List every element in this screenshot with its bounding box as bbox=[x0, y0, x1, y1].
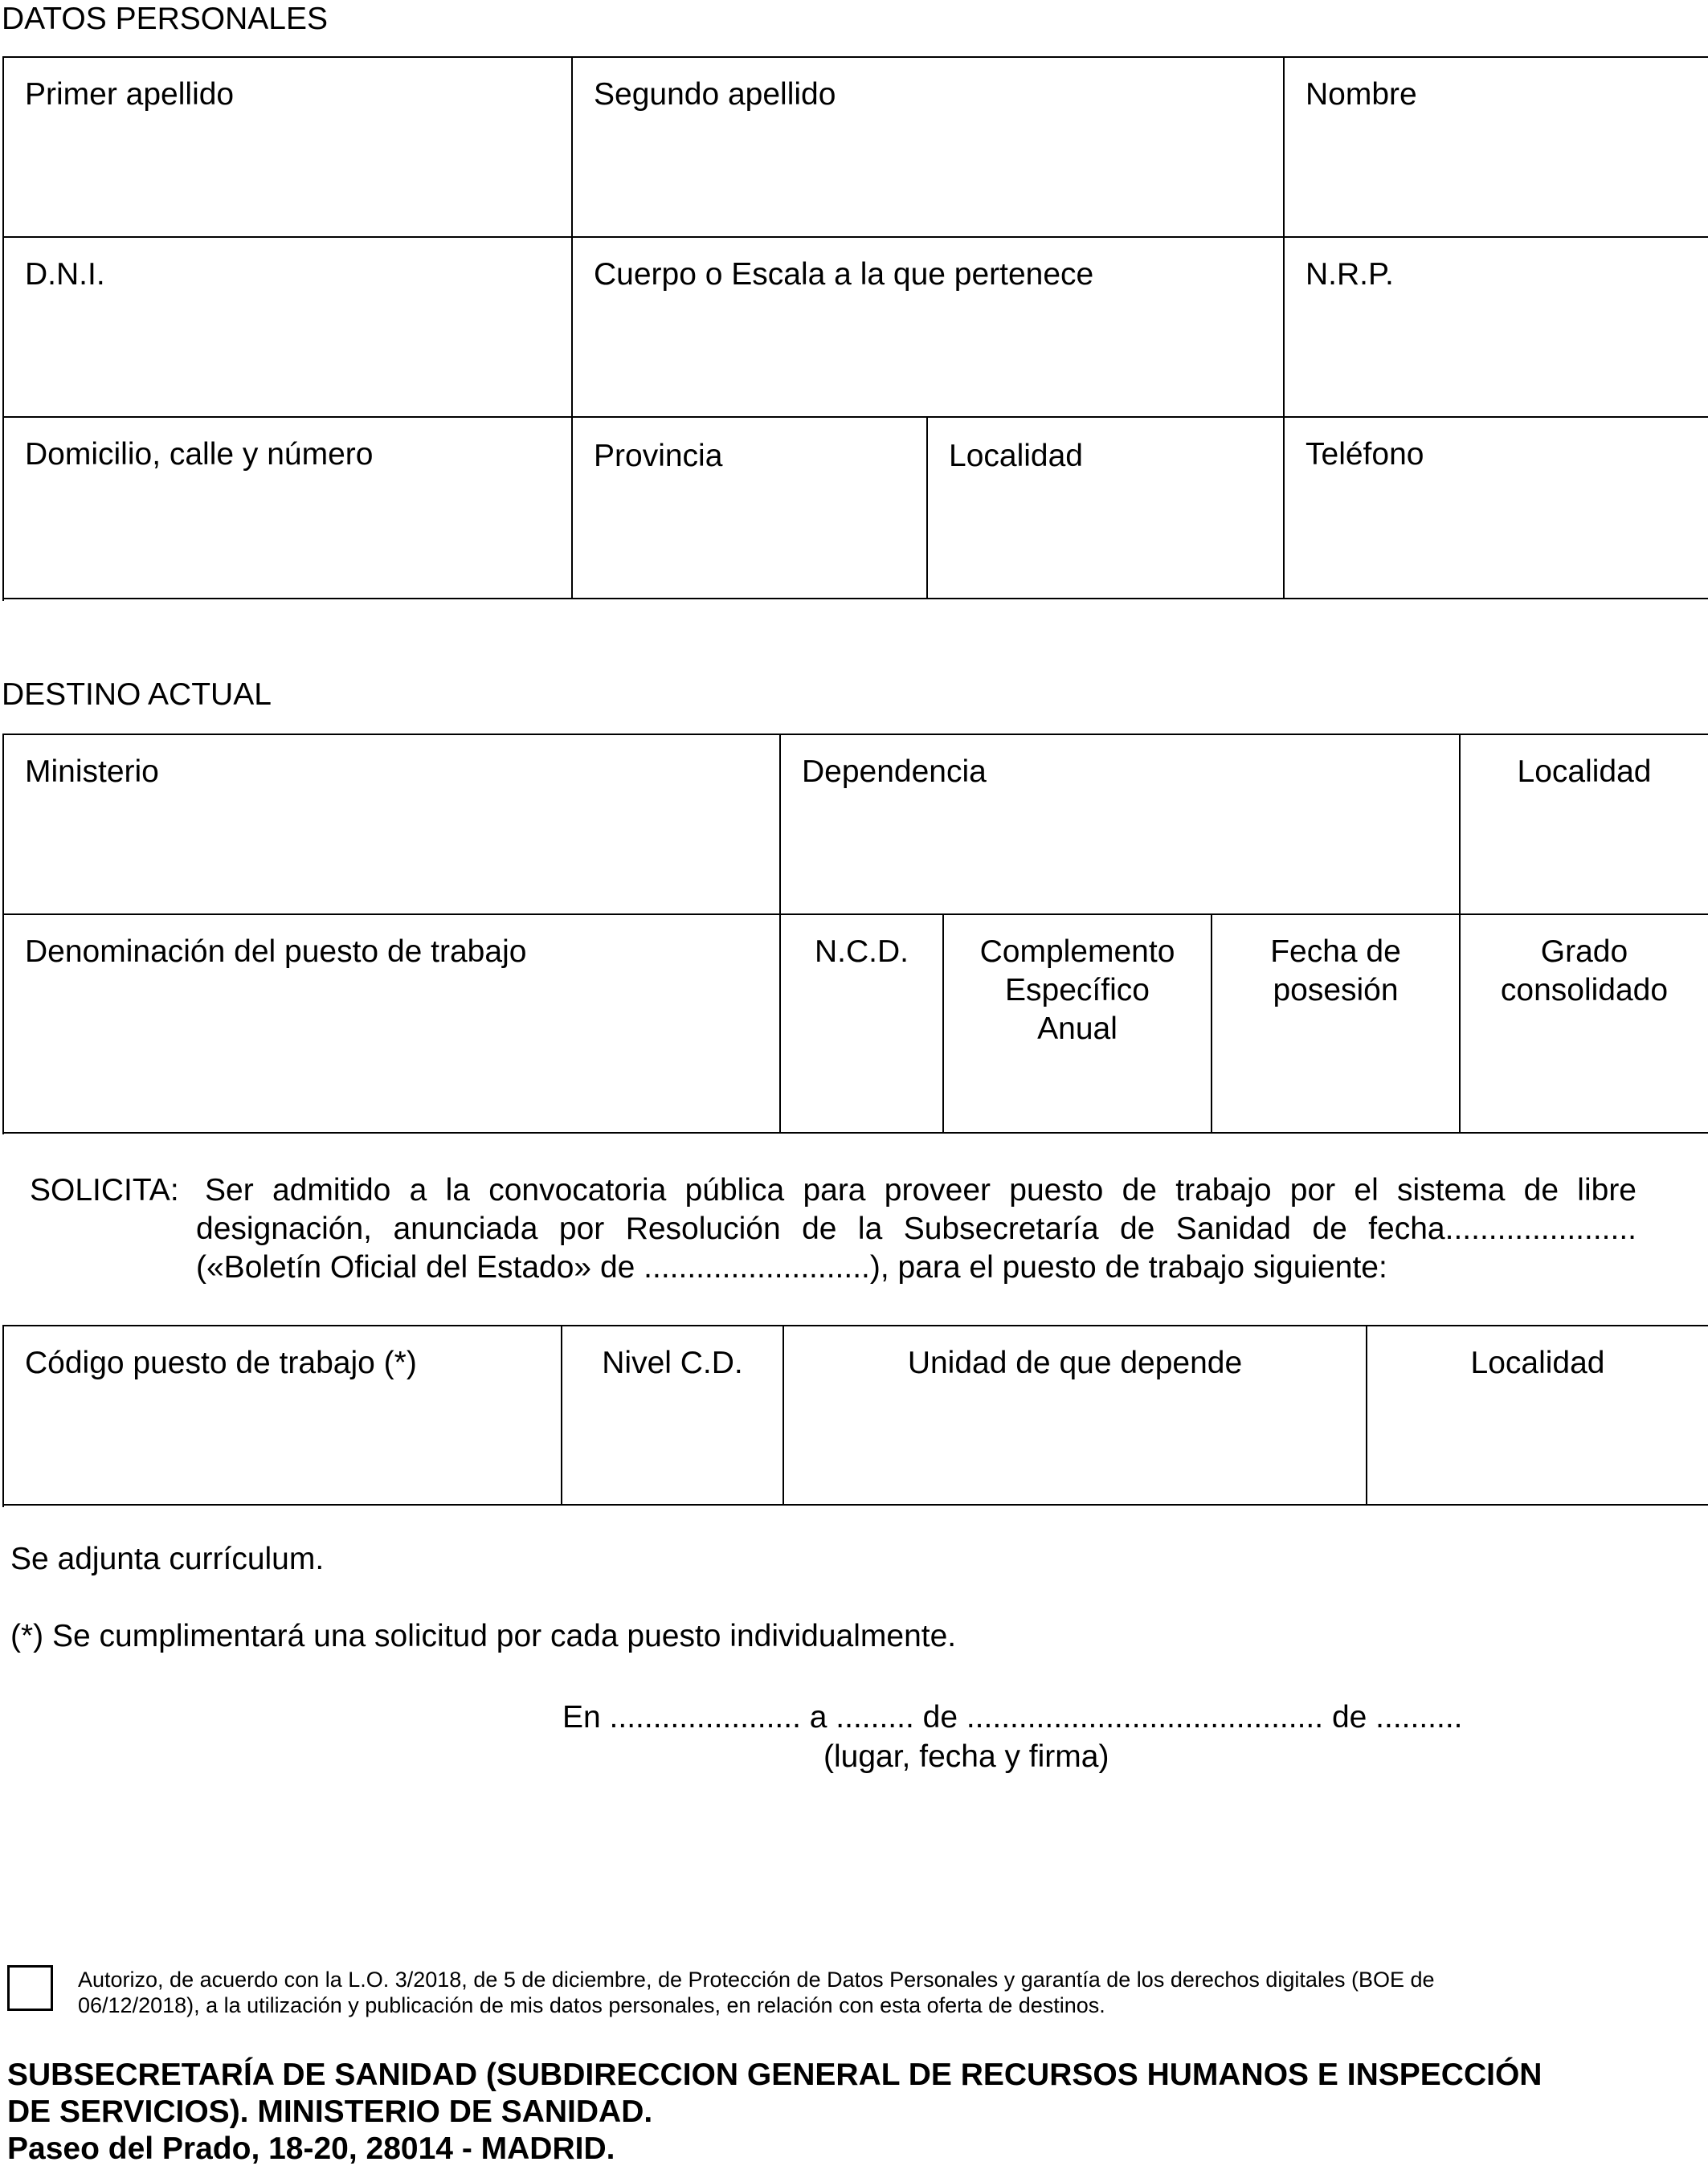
cuerpo-escala-field[interactable] bbox=[573, 238, 1285, 418]
grado-label: Grado consolidado bbox=[1500, 934, 1669, 1007]
dependencia-label: Dependencia bbox=[802, 754, 987, 789]
dni-field[interactable] bbox=[4, 238, 573, 418]
ministerio-label: Ministerio bbox=[25, 754, 159, 789]
footer-line-2: DE SERVICIOS). MINISTERIO DE SANIDAD. bbox=[7, 2094, 653, 2129]
localidad-field[interactable] bbox=[928, 418, 1285, 599]
footer-line-1: SUBSECRETARÍA DE SANIDAD (SUBDIRECCION GENERAL DE RECURSOS HUMANOS E INSPECCIÓN bbox=[7, 2058, 1543, 2092]
consent-checkbox[interactable] bbox=[7, 1965, 53, 2011]
nombre-label: Nombre bbox=[1306, 77, 1417, 112]
denominacion-field[interactable] bbox=[4, 915, 781, 1134]
curriculum-note: Se adjunta currículum. bbox=[10, 1542, 325, 1576]
codigo-puesto-field[interactable] bbox=[4, 1326, 562, 1506]
telefono-field[interactable] bbox=[1285, 418, 1708, 599]
signature-caption: (lugar, fecha y firma) bbox=[823, 1739, 1109, 1774]
codigo-puesto-label: Código puesto de trabajo (*) bbox=[25, 1346, 417, 1380]
provincia-label: Provincia bbox=[594, 439, 723, 473]
nombre-field[interactable] bbox=[1285, 58, 1708, 238]
section-title-datos-personales: DATOS PERSONALES bbox=[2, 2, 329, 36]
complemento-label: Complemento Específico Anual bbox=[979, 934, 1175, 1046]
dependencia-field[interactable] bbox=[781, 735, 1461, 915]
nrp-label: N.R.P. bbox=[1306, 257, 1394, 292]
primer-apellido-field[interactable] bbox=[4, 58, 573, 238]
domicilio-label: Domicilio, calle y número bbox=[25, 437, 374, 472]
unidad-label: Unidad de que depende bbox=[907, 1346, 1243, 1380]
ministerio-field[interactable] bbox=[4, 735, 781, 915]
provincia-field[interactable] bbox=[573, 418, 928, 599]
destino-actual-table bbox=[2, 734, 1708, 1134]
fecha-posesion-field[interactable] bbox=[1212, 915, 1461, 1134]
nivel-cd-label: Nivel C.D. bbox=[602, 1346, 743, 1380]
solicita-label: SOLICITA: bbox=[30, 1173, 179, 1208]
localidad-label: Localidad bbox=[949, 439, 1083, 473]
ncd-label: N.C.D. bbox=[815, 934, 909, 969]
section-title-destino-actual: DESTINO ACTUAL bbox=[2, 677, 272, 712]
domicilio-field[interactable] bbox=[4, 418, 573, 599]
solicita-line-2: designación, anunciada por Resolución de la Subsecretaría de Sanidad de fecha...................... bbox=[196, 1212, 1636, 1246]
nrp-field[interactable] bbox=[1285, 238, 1708, 418]
puesto-localidad-field[interactable] bbox=[1367, 1326, 1708, 1506]
cuerpo-escala-label: Cuerpo o Escala a la que pertenece bbox=[594, 257, 1094, 292]
consent-line-2: 06/12/2018), a la utilización y publicación de mis datos personales, en relación con esta oferta de destinos. bbox=[78, 1993, 1105, 2017]
destino-localidad-label: Localidad bbox=[1517, 754, 1652, 789]
telefono-label: Teléfono bbox=[1306, 437, 1424, 472]
unidad-field[interactable] bbox=[784, 1326, 1367, 1506]
signature-line: En ...................... a ......... de ......................................... de .......... bbox=[562, 1700, 1463, 1735]
puesto-solicitado-table bbox=[2, 1325, 1708, 1507]
puesto-localidad-label: Localidad bbox=[1470, 1346, 1605, 1380]
grado-field[interactable] bbox=[1461, 915, 1708, 1134]
fecha-posesion-label: Fecha de posesión bbox=[1270, 934, 1401, 1007]
datos-personales-table bbox=[2, 56, 1708, 601]
consent-line-1: Autorizo, de acuerdo con la L.O. 3/2018, de 5 de diciembre, de Protección de Datos Personales y garantía de los derechos digitales (BOE de bbox=[78, 1968, 1435, 1992]
segundo-apellido-field[interactable] bbox=[573, 58, 1285, 238]
destino-localidad-field[interactable] bbox=[1461, 735, 1708, 915]
asterisk-note: (*) Se cumplimentará una solicitud por cada puesto individualmente. bbox=[10, 1619, 957, 1653]
solicita-line-3: («Boletín Oficial del Estado» de ..........................), para el puesto de trabajo siguiente: bbox=[196, 1250, 1387, 1285]
ncd-field[interactable] bbox=[781, 915, 944, 1134]
segundo-apellido-label: Segundo apellido bbox=[594, 77, 836, 112]
footer-address: Paseo del Prado, 18-20, 28014 - MADRID. bbox=[7, 2131, 615, 2166]
primer-apellido-label: Primer apellido bbox=[25, 77, 235, 112]
nivel-cd-field[interactable] bbox=[562, 1326, 784, 1506]
complemento-field[interactable] bbox=[944, 915, 1212, 1134]
solicita-line-1: Ser admitido a la convocatoria pública para proveer puesto de trabajo por el sistema de libre bbox=[205, 1173, 1636, 1208]
denominacion-label: Denominación del puesto de trabajo bbox=[25, 934, 527, 969]
dni-label: D.N.I. bbox=[25, 257, 105, 292]
